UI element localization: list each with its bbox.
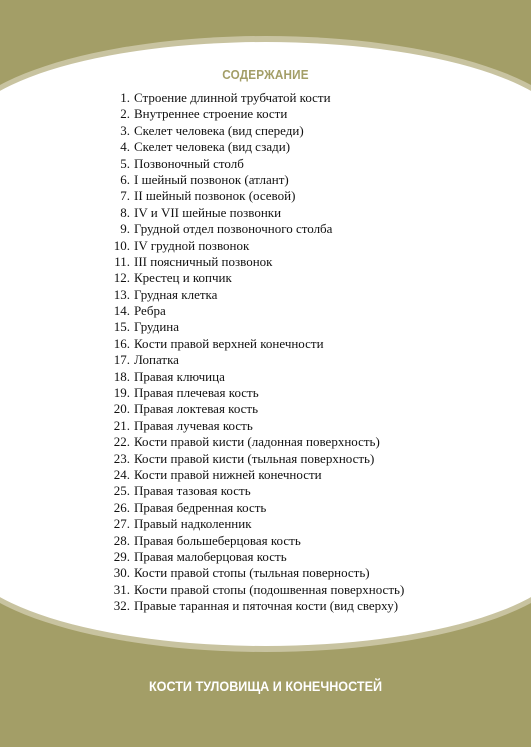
- toc-item-number: 8.: [120, 204, 130, 220]
- toc-item-number: 22.: [113, 434, 130, 450]
- toc-item-title: Правый надколенник: [134, 516, 252, 532]
- toc-item-title: Кости правой стопы (тыльная поверность): [134, 565, 370, 581]
- toc-item-number: 25.: [113, 483, 130, 499]
- toc-item-number: 2.: [120, 106, 130, 122]
- toc-item-number: 15.: [113, 319, 130, 335]
- toc-item-title: Кости правой верхней конечности: [134, 335, 324, 351]
- toc-item-number: 20.: [113, 401, 130, 417]
- toc-item-number: 10.: [113, 237, 130, 253]
- toc-item-title: Строение длинной трубчатой кости: [134, 90, 331, 105]
- toc-item-number: 19.: [113, 385, 130, 401]
- toc-item-number: 16.: [113, 335, 130, 351]
- toc-item-title: II шейный позвонок (осевой): [134, 188, 296, 204]
- toc-item[interactable]: [100, 123, 404, 139]
- toc-item[interactable]: [100, 467, 404, 483]
- toc-item[interactable]: [100, 156, 404, 172]
- toc-item-number: 9.: [120, 221, 130, 237]
- toc-item[interactable]: [100, 336, 404, 352]
- toc-item-title: Грудной отдел позвоночного столба: [134, 221, 333, 237]
- toc-item-title: Скелет человека (вид спереди): [134, 122, 304, 138]
- toc-item[interactable]: [100, 205, 404, 221]
- toc-item-number: 27.: [113, 516, 130, 532]
- toc-item[interactable]: [100, 533, 404, 549]
- toc-item-number: 32.: [113, 598, 130, 614]
- toc-item-title: Правая тазовая кость: [134, 483, 251, 499]
- toc-item[interactable]: [100, 106, 404, 122]
- toc-item[interactable]: [100, 172, 404, 188]
- toc-item[interactable]: [100, 303, 404, 319]
- toc-item-number: 5.: [120, 155, 130, 171]
- toc-item-title: IV и VII шейные позвонки: [134, 204, 282, 220]
- toc-item[interactable]: [100, 582, 404, 598]
- toc-item[interactable]: [100, 221, 404, 237]
- toc-item[interactable]: [100, 401, 404, 417]
- toc-item-title: Правые таранная и пяточная кости (вид сверху): [134, 598, 399, 614]
- toc-item-title: I шейный позвонок (атлант): [134, 171, 289, 187]
- toc-item-number: 17.: [113, 352, 130, 368]
- toc-item-title: Правая большеберцовая кость: [134, 532, 301, 548]
- toc-item[interactable]: [100, 287, 404, 303]
- toc-item-title: Правая ключица: [134, 368, 225, 384]
- page-heading: СОДЕРЖАНИЕ: [222, 67, 309, 82]
- toc-item-title: Ребра: [134, 303, 166, 319]
- toc-item[interactable]: [100, 369, 404, 385]
- toc-item-title: Правая лучевая кость: [134, 417, 253, 433]
- toc-item[interactable]: [100, 500, 404, 516]
- toc-item[interactable]: [100, 139, 404, 155]
- toc-item-number: 29.: [113, 548, 130, 564]
- toc-item-number: 7.: [120, 188, 130, 204]
- toc-item-title: Грудная клетка: [134, 286, 218, 302]
- toc-item[interactable]: [100, 516, 404, 532]
- toc-item[interactable]: [100, 254, 404, 270]
- toc-item[interactable]: [100, 434, 404, 450]
- toc-item[interactable]: [100, 565, 404, 581]
- toc-item-title: Лопатка: [134, 352, 179, 368]
- toc-item-title: Правая бедренная кость: [134, 499, 267, 515]
- section-title: КОСТИ ТУЛОВИЩА И КОНЕЧНОСТЕЙ: [148, 678, 383, 694]
- toc-item-number: 12.: [113, 270, 130, 286]
- toc-item[interactable]: [100, 188, 404, 204]
- toc-item[interactable]: [100, 385, 404, 401]
- toc-item-title: Позвоночный столб: [134, 155, 244, 171]
- toc-item[interactable]: [100, 451, 404, 467]
- toc-item-number: 28.: [113, 532, 130, 548]
- toc-item-number: 1.: [120, 90, 130, 105]
- toc-item-number: 14.: [113, 303, 130, 319]
- toc-item-number: 24.: [113, 466, 130, 482]
- toc-item[interactable]: [100, 270, 404, 286]
- toc-item-title: Кости правой стопы (подошвенная поверхность): [134, 581, 405, 597]
- toc-item-title: Кости правой кисти (тыльная поверхность): [134, 450, 375, 466]
- toc-item-number: 6.: [120, 171, 130, 187]
- toc-item[interactable]: [100, 549, 404, 565]
- toc-item-number: 11.: [114, 253, 130, 269]
- toc-item-title: Грудина: [134, 319, 180, 335]
- toc-item-title: IV грудной позвонок: [134, 237, 250, 253]
- toc-item[interactable]: [100, 598, 404, 614]
- toc-item-title: III поясничный позвонок: [134, 253, 273, 269]
- toc-item-title: Кости правой нижней конечности: [134, 466, 322, 482]
- toc-item[interactable]: [100, 319, 404, 335]
- table-of-contents: [100, 90, 404, 615]
- toc-item-title: Правая плечевая кость: [134, 385, 259, 401]
- toc-item-title: Скелет человека (вид сзади): [134, 139, 291, 155]
- toc-item-title: Внутреннее строение кости: [134, 106, 288, 122]
- toc-item-number: 21.: [113, 417, 130, 433]
- toc-item[interactable]: [100, 238, 404, 254]
- toc-item-number: 23.: [113, 450, 130, 466]
- toc-item[interactable]: [100, 418, 404, 434]
- toc-item-number: 4.: [120, 139, 130, 155]
- toc-item-number: 18.: [113, 368, 130, 384]
- toc-item-number: 30.: [113, 565, 130, 581]
- toc-item-title: Правая малоберцовая кость: [134, 548, 287, 564]
- toc-item-number: 13.: [113, 286, 130, 302]
- toc-item-number: 26.: [113, 499, 130, 515]
- toc-item[interactable]: [100, 90, 404, 106]
- toc-item-number: 3.: [120, 122, 130, 138]
- toc-item-title: Крестец и копчик: [134, 270, 232, 286]
- toc-item-title: Правая локтевая кость: [134, 401, 259, 417]
- toc-item-title: Кости правой кисти (ладонная поверхность): [134, 434, 380, 450]
- toc-item[interactable]: [100, 352, 404, 368]
- toc-item-number: 31.: [113, 581, 130, 597]
- toc-item[interactable]: [100, 483, 404, 499]
